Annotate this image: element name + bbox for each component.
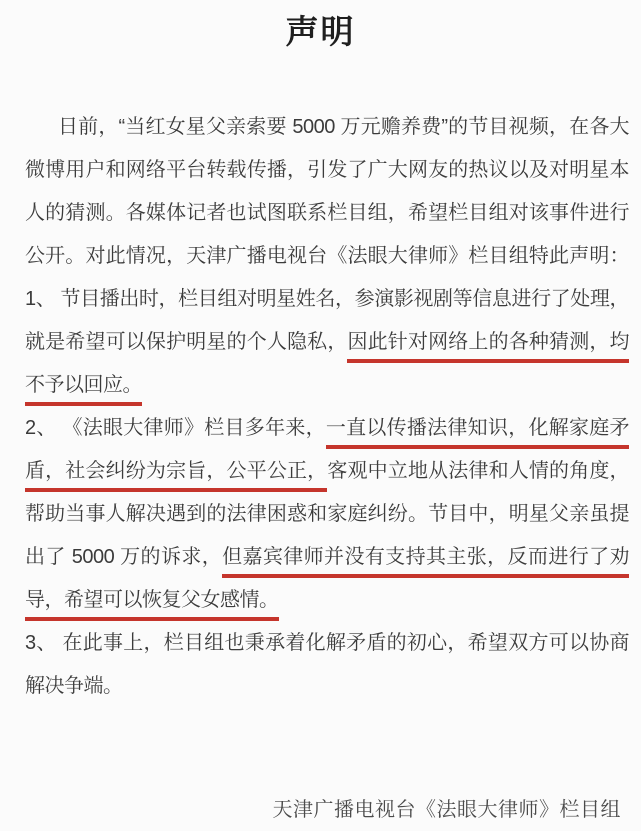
text-line [25,622,629,665]
plain-text: 公开。对此情况，天津广播电视台《法眼大律师》栏目组特此声明： [25,245,629,267]
plain-text: 1、 节目播出时，栏目组对明星姓名，参演影视剧等信息进行了处理， [25,288,629,310]
underlined-text: 导，希望可以恢复父女感情。 [25,589,279,621]
text-line [25,450,629,493]
plain-text: 微博用户和网络平台转载传播，引发了广大网友的热议以及对明星本 [25,159,629,181]
text-line [25,278,629,321]
underlined-text: 盾，社会纠纷为宗旨，公平公正， [25,460,327,492]
plain-text: 帮助当事人解决遇到的法律困惑和家庭纠纷。节目中，明星父亲虽提 [25,503,629,525]
plain-text: 就是希望可以保护明星的个人隐私， [25,331,348,353]
text-line [25,579,629,622]
underlined-text: 但嘉宾律师并没有支持其主张，反而进行了劝 [222,546,629,578]
signature: 天津广播电视台《法眼大律师》栏目组 [272,799,621,821]
text-line [25,235,629,278]
plain-text: 解决争端。 [25,675,123,697]
text-line [25,321,629,364]
plain-text: 客观中立地从法律和人情的角度， [327,460,630,482]
text-line [25,493,629,536]
underlined-text: 一直以传播法律知识，化解家庭矛 [326,417,629,449]
text-line [25,149,629,192]
plain-text: 出了 5000 万的诉求， [25,546,223,568]
text-line [25,407,629,450]
document-title: 声明 [285,13,356,50]
text-line [25,364,629,407]
text-line [25,536,629,579]
underlined-text: 因此针对网络上的各种猜测，均 [347,331,629,363]
underlined-text: 不予以回应。 [25,374,142,406]
text-line [25,106,629,149]
plain-text: 2、 《法眼大律师》栏目多年来， [25,417,326,439]
plain-text: 3、 在此事上，栏目组也秉承着化解矛盾的初心，希望双方可以协商 [25,632,629,654]
statement-body [0,106,641,708]
text-line [25,665,629,708]
text-line [25,192,629,235]
plain-text: 日前，“当红女星父亲索要 5000 万元赡养费”的节目视频，在各大 [58,116,629,138]
plain-text: 人的猜测。各媒体记者也试图联系栏目组，希望栏目组对该事件进行 [25,202,629,224]
